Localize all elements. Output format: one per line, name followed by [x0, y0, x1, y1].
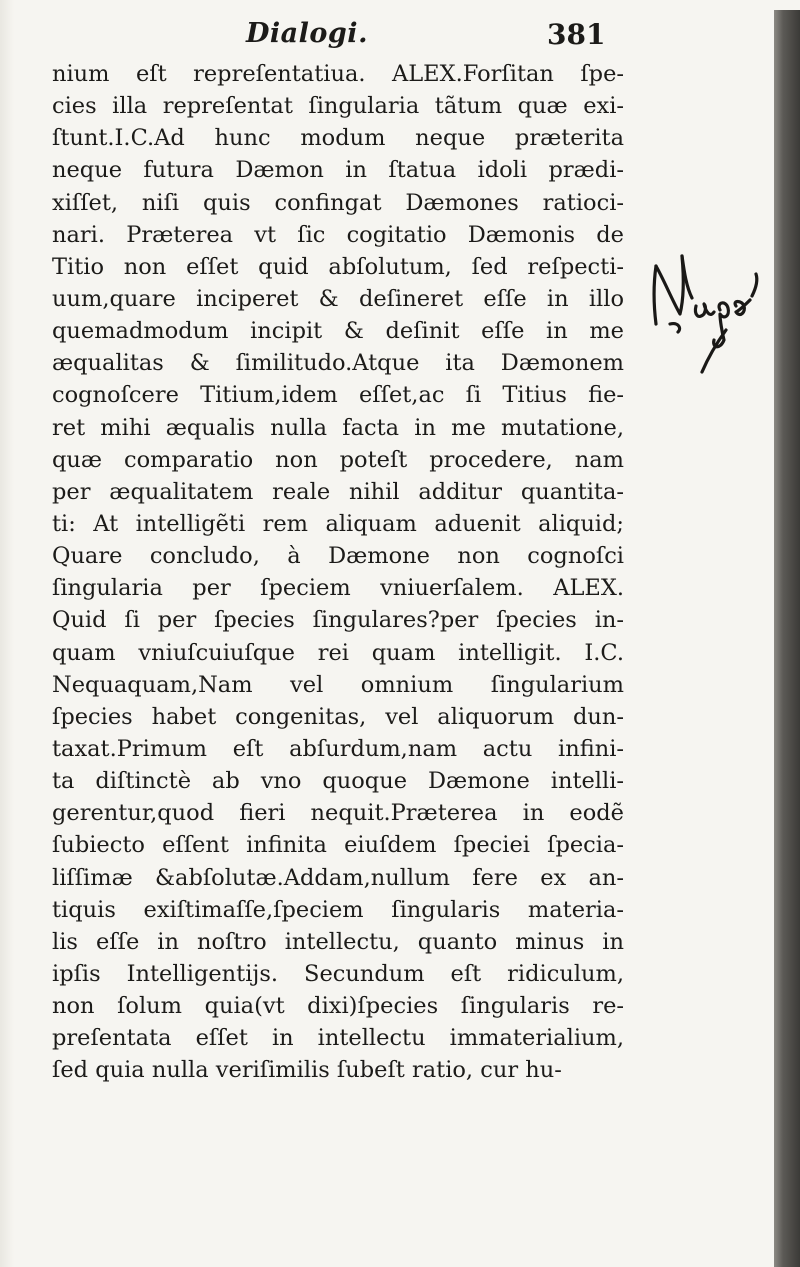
text-line: gerentur,quod fieri nequit.Præterea in eodẽ [52, 800, 624, 827]
text-line: cies illa repreſentat ſingularia tãtum quæ exi- [52, 93, 624, 120]
page-number: 381 [547, 18, 606, 51]
text-line: ret mihi æqualis nulla facta in me mutatione, [52, 414, 624, 441]
text-line: Quid ſi per ſpecies ſingulares?per ſpecies in- [52, 607, 624, 634]
running-head: Dialogi. [246, 18, 368, 49]
handwritten-marginal-note [648, 240, 768, 380]
text-line: preſentata eſſet in intellectu immaterialium, [52, 1025, 624, 1052]
text-line: ſingularia per ſpeciem vniuerſalem. ALEX. [52, 575, 624, 602]
text-line: Titio non eſſet quid abſolutum, ſed reſpecti- [52, 253, 624, 280]
text-line: ipſis Intelligentijs. Secundum eſt ridiculum, [52, 960, 624, 987]
text-line: lis eſſe in noſtro intellectu, quanto minus in [52, 928, 624, 955]
page-header [0, 14, 770, 58]
page-binding-edge [774, 10, 800, 1267]
text-line: non ſolum quia(vt dixi)ſpecies ſingularis re- [52, 993, 624, 1020]
text-line: æqualitas & ſimilitudo.Atque ita Dæmonem [52, 350, 624, 377]
text-line: nium eſt repreſentatiua. ALEX.Forſitan ſpe- [52, 61, 624, 87]
text-line: liſſimæ &abſolutæ.Addam,nullum fere ex an- [52, 864, 624, 891]
text-line: cognoſcere Titium,idem eſſet,ac ſi Titius fie- [52, 382, 624, 409]
text-line: Quare concludo, à Dæmone non cognoſci [52, 543, 624, 570]
text-line: ſed quia nulla veriſimilis ſubeſt ratio, cur hu- [52, 1057, 562, 1084]
text-line: xiſſet, niſi quis confingat Dæmones ratioci- [52, 189, 624, 216]
text-line: ſpecies habet congenitas, vel aliquorum dun- [52, 703, 624, 730]
page-gutter-shadow [0, 0, 14, 1267]
text-line: nari. Præterea vt ſic cogitatio Dæmonis de [52, 221, 624, 248]
body-text [52, 58, 624, 1087]
text-line: quemadmodum incipit & deſinit eſſe in me [52, 318, 624, 345]
text-line: uum,quare inciperet & deſineret eſſe in illo [52, 285, 624, 312]
text-line: neque futura Dæmon in ſtatua idoli prædi- [52, 157, 624, 184]
text-line: ſtunt.I.C.Ad hunc modum neque præterita [52, 125, 624, 152]
text-line: per æqualitatem reale nihil additur quantita- [52, 478, 624, 505]
text-line: Nequaquam,Nam vel omnium ſingularium [52, 671, 624, 698]
text-line: taxat.Primum eſt abſurdum,nam actu infini- [52, 735, 624, 762]
text-line: tiquis exiſtimaſſe,ſpeciem ſingularis materia- [52, 896, 624, 923]
text-line: quam vniuſcuiuſque rei quam intelligit. I.C. [52, 639, 624, 666]
text-line: ſubiecto eſſent infinita eiuſdem ſpeciei ſpecia- [52, 832, 624, 859]
text-line: quæ comparatio non poteſt procedere, nam [52, 446, 624, 473]
text-line: ti: At intelligẽti rem aliquam aduenit aliquid; [52, 510, 624, 537]
text-line: ta diſtinctè ab vno quoque Dæmone intelli- [52, 768, 624, 795]
